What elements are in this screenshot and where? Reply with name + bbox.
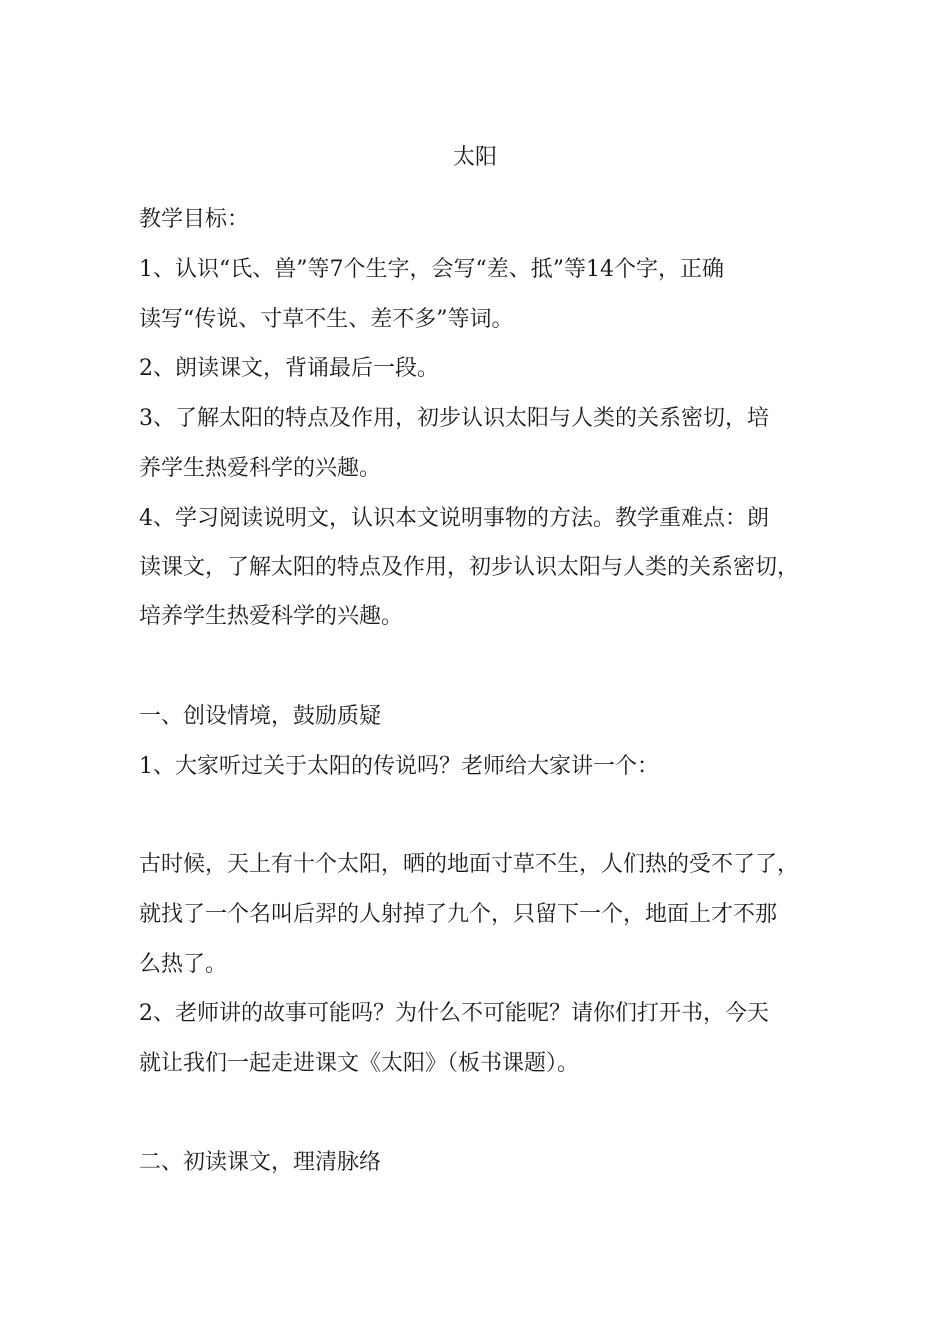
- objective-1-line-2: 读写“传说、寸草不生、差不多”等词。: [139, 307, 514, 332]
- section-1-item-2-line-2: 就让我们一起走进课文《太阳》（板书课题）。: [139, 1051, 580, 1076]
- story-line-2: 就找了一个名叫后羿的人射掉了九个，只留下一个，地面上才不那: [139, 902, 778, 927]
- objectives-heading: 教学目标：: [139, 207, 250, 232]
- objective-1-line-1: 1、认识“氏、兽”等7个生字，会写“差、抵”等14个字，正确: [139, 257, 724, 282]
- story-line-1: 古时候，天上有十个太阳，晒的地面寸草不生，人们热的受不了了，: [139, 852, 800, 877]
- section-1-item-2-line-1: 2、老师讲的故事可能吗？为什么不可能呢？请你们打开书，今天: [139, 1001, 769, 1026]
- section-2-heading: 二、初读课文，理清脉络: [139, 1150, 382, 1175]
- objective-4-line-1: 4、学习阅读说明文，认识本文说明事物的方法。教学重难点：朗: [139, 506, 769, 531]
- objective-2: 2、朗读课文，背诵最后一段。: [139, 356, 439, 381]
- objective-4-line-2: 读课文，了解太阳的特点及作用，初步认识太阳与人类的关系密切，: [139, 555, 800, 580]
- objective-3-line-1: 3、了解太阳的特点及作用，初步认识太阳与人类的关系密切，培: [139, 406, 769, 431]
- page-title: 太阳: [452, 145, 497, 170]
- story-line-3: 么热了。: [139, 952, 228, 977]
- objective-4-line-3: 培养学生热爱科学的兴趣。: [139, 604, 404, 629]
- section-1-heading: 一、创设情境，鼓励质疑: [139, 704, 382, 729]
- objective-3-line-2: 养学生热爱科学的兴趣。: [139, 456, 382, 481]
- section-1-item-1: 1、大家听过关于太阳的传说吗？老师给大家讲一个：: [139, 754, 659, 779]
